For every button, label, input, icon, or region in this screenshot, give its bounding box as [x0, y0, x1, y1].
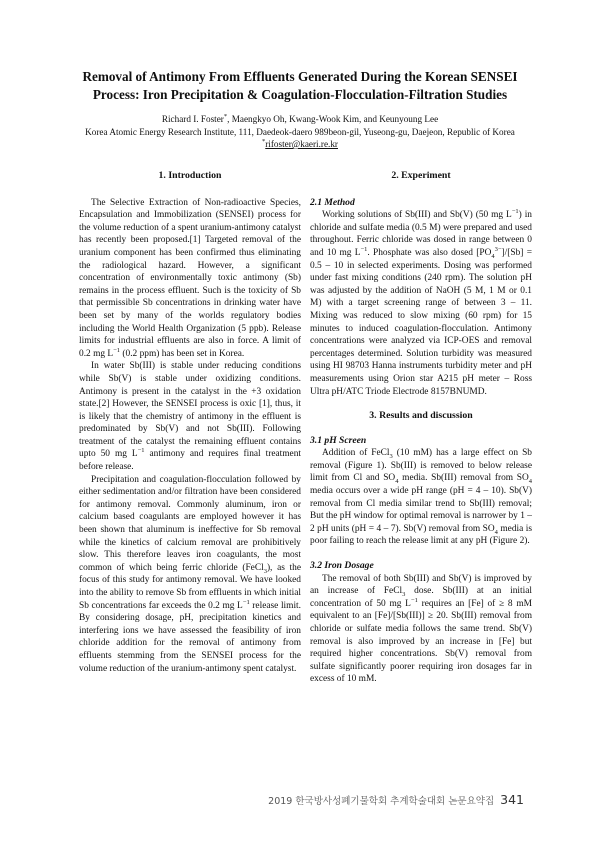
method-paragraph: Working solutions of Sb(III) and Sb(V) (50 mg $L^{-1}$) in chloride and sulfate media (0.5 M) were prepared and used throughout. Ferric chloride was dosed in range between 0 and 10 mg $L^{-1}$. Phosphate was also dosed $[PO_4^{3-}]/[Sb] = 0.5 - 10$ in selected experiments. Dosing was performed under fast mixing conditions (240 rpm). The solution pH was adjusted by the addition of NaOH (5 M, 1 M or 0.1 M) with a target screening range of between 3 – 11. Mixing was reduced to slow mixing (60 rpm) for 15 minutes to induced coagulation-flocculation. Antimony concentrations were analyzed via ICP-OES and removal percentages determined. Solution turbidity was measured using HI 98703 Hanna instruments turbidity meter and pH measurements using Orion star A215 pH meter – Ross Ultra pH/ATC Triode Electrode 8157BNUMD.	[310, 208, 532, 397]
intro-heading: 1. Introduction	[158, 170, 222, 181]
iron-dosage-paragraph: The removal of both Sb(III) and Sb(V) is improved by an increase of FeCl$_3$ dose. Sb(III) at an initial concentration of 50 mg $L^{-1}$ requires an [Fe] of ≥ 8 mM equivalent to an [Fe]/[Sb(III)] ≥ 20. Sb(III) removal from chloride or sulfate media follows the same trend. Sb(V) removal is also improved by an increase in [Fe] but required higher concentrations. Sb(V) removal from sulfate significantly poorer requiring iron dosages far in excess of 10 mM.	[310, 573, 532, 685]
right-column	[310, 170, 532, 686]
method-heading: 2.1 Method	[310, 196, 355, 208]
author-block	[20, 113, 580, 151]
left-column	[79, 170, 301, 675]
page-number: 341	[500, 792, 524, 807]
email-link[interactable]: rifoster@kaeri.re.kr	[265, 139, 338, 149]
author-names: Richard I. Foster*, Maengkyo Oh, Kwang-Wook Kim, and Keunyoung Lee	[161, 112, 439, 124]
affiliation: Korea Atomic Energy Research Institute, 111, Daedeok-daero 989beon-gil, Yuseong-gu, Daejeon, Republic of Korea	[85, 126, 515, 137]
title-line-1: Removal of Antimony From Effluents Generated During the Korean SENSEI	[82, 69, 518, 84]
page-footer	[268, 792, 524, 807]
ph-screen-heading: 3.1 pH Screen	[310, 434, 367, 446]
ph-screen-paragraph: Addition of FeCl$_3$ (10 mM) has a large effect on Sb removal (Figure 1). Sb(III) is removed to below release limit from Cl and $SO_4$ media. Sb(III) removal from $SO_4$ media occurs over a wide pH range (pH = 4 – 10). Sb(V) removal from Cl media similar trend to Sb(III) removal; But the pH window for optimal removal is narrower by 1 – 2 pH units (pH = 4 – 7). Sb(V) removal from $SO_4$ media is poor failing to reach the release limit at any pH (Figure 2).	[310, 448, 532, 547]
iron-dosage-heading: 3.2 Iron Dosage	[310, 560, 374, 572]
conference-name: 2019 한국방사성폐기물학회 추계학술대회 논문요약집	[268, 796, 495, 807]
title-line-2: Process: Iron Precipitation & Coagulation-Flocculation-Filtration Studies	[92, 87, 508, 102]
paper-title	[40, 68, 560, 104]
corresponding-email[interactable]: *rifoster@kaeri.re.kr	[262, 137, 338, 149]
intro-paragraph-2: In water Sb(III) is stable under reducing conditions while Sb(V) is stable under oxidizing conditions. Antimony is present in the catalyst in the +3 oxidation state.[2] However, the SENSEI process is oxic [1], thus, it is likely that the chemistry of antimony in the effluent is predominated by Sb(V) and not Sb(III). Following treatment of the catalyst the remaining effluent contains upto 50 mg $L^{-1}$ antimony and requires final treatment before release.	[79, 361, 301, 473]
intro-paragraph-1: The Selective Extraction of Non-radioactive Species, Encapsulation and Immobilization (SENSEI) process for the volume reduction of a spent uranium-antimony catalyst has recently been proposed.[1] Targeted removal of the uranium component has been confirmed thus eliminating the radiological hazard. However, a significant concentration of environmentally toxic antimony (Sb) remains in the process effluent. Such is the toxicity of Sb that permissible Sb concentrations in drinking water have been set by many of the worlds regulatory bodies including the World Health Organization (5 ppb). Release limits for industrial effluents are also in force. A limit of 0.2 mg $L^{-1}$ (0.2 ppm) has been set in Korea.	[79, 197, 301, 359]
intro-paragraph-3: Precipitation and coagulation-flocculation followed by either sedimentation and/or filtration have been considered for antimony removal. Commonly aluminum, iron or calcium based coagulants are employed however it has been shown that aluminum is ineffective for Sb removal while the kinetics of calcium removal are prohibitively slow. This therefore leaves iron coagulants, the most common of which being ferric chloride (FeCl$_3$), as the focus of this study for antimony removal. We have looked into the ability to remove Sb from effluents in which initial Sb concentrations far exceeds the 0.2 mg $L^{-1}$ release limit. By considering dosage, pH, precipitation kinetics and interfering ions we have assessed the feasibility of iron chloride addition for the removal of antimony from effluents stemming from the SENSEI process for the volume reduction of the uranium-antimony spent catalyst.	[79, 474, 301, 674]
results-heading: 3. Results and discussion	[369, 410, 473, 422]
experiment-heading: 2. Experiment	[391, 170, 451, 181]
